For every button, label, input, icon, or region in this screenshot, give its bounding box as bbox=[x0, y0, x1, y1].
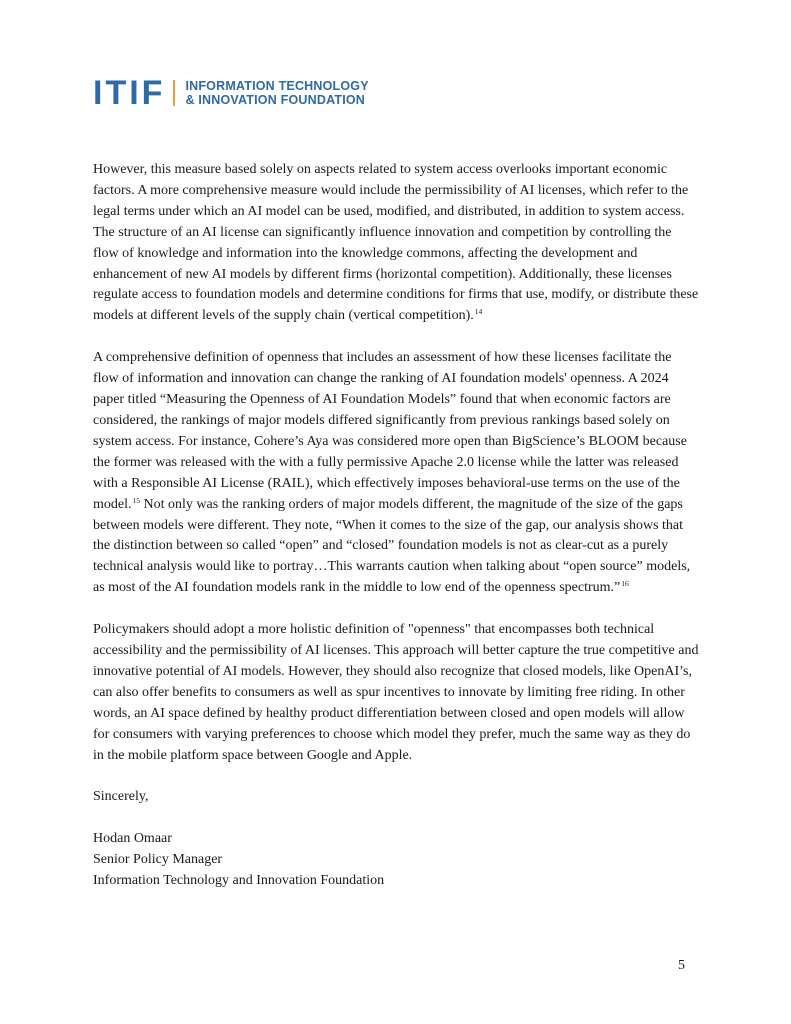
signer-title: Senior Policy Manager bbox=[93, 852, 223, 868]
paragraph-4: Policymakers should adopt a more holistic definition of "openness" that encompasses both technical accessibility and the permissibility of AI licenses. This approach will better capture the true competitive and innovative potential of AI models. However, they should also recognize that closed models, like OpenAI’s, can also offer benefits to consumers as well as spur incentives to innovate by limiting free riding. In other words, an AI space defined by healthy product differentiation between closed and open models will allow for consumers with varying preferences to choose which model they prefer, much the same way as they do in the mobile platform space between Google and Apple. bbox=[93, 622, 699, 763]
logo-divider bbox=[173, 80, 175, 106]
logo-wordmark bbox=[185, 79, 368, 107]
paragraph-1: However, this measure based solely on aspects related to system access overlooks important economic factors. A more comprehensive measure would include the permissibility of AI licenses, which refer to the legal terms under which an AI model can be used, modified, and distributed, in addition to system access. bbox=[93, 162, 689, 219]
logo-line-1: INFORMATION TECHNOLOGY bbox=[185, 79, 369, 93]
paragraph-2-text: The structure of an AI license can significantly influence innovation and competition by controlling the flow of knowledge and information into the knowledge commons, affecting the development and enhancement of new AI models by different firms (horizontal competition). Additionally, these licenses regulate access to foundation models and determine conditions for firms that use, modify, or distribute these models at different levels of the supply chain (vertical competition). bbox=[93, 224, 699, 324]
paragraph-3b-text: Not only was the ranking orders of major models different, the magnitude of the size of the gaps between models were different. They note, “When it comes to the size of the gap, our analysis shows that the distinction between so called “open” and “closed” foundation models is not as clear-cut as a purely technical analysis would like to portray…This warrants caution when talking about “open source” models, as most of the AI foundation models rank in the middle to low end of the openness spectrum.” bbox=[93, 496, 691, 596]
paragraph-3a-text: A comprehensive definition of openness that includes an assessment of how these licenses facilitate the flow of information and innovation can change the ranking of AI foundation models' openness. A 2024 paper titled “Measuring the Openness of AI Foundation Models” found that when economic factors are considered, the rankings of major models differed significantly from previous rankings based solely on system access. For instance, Cohere’s Aya was considered more open than BigScience’s BLOOM because the former was released with the with a fully permissive Apache 2.0 license while the latter was released with a Responsible AI License (RAIL), which effectively imposes behavioral-use terms on the use of the model. bbox=[93, 350, 687, 512]
itif-logo bbox=[93, 74, 369, 112]
letter-body bbox=[93, 160, 699, 892]
footnote-ref-15: 15 bbox=[132, 495, 140, 505]
paragraph-3 bbox=[93, 348, 699, 599]
signer-name: Hodan Omaar bbox=[93, 831, 172, 847]
closing: Sincerely, bbox=[93, 789, 149, 805]
page-number: 5 bbox=[678, 958, 685, 973]
signer-organization: Information Technology and Innovation Foundation bbox=[93, 873, 385, 889]
footnote-ref-14: 14 bbox=[474, 307, 483, 317]
logo-mark: ITIF bbox=[93, 74, 166, 112]
logo-line-2: & INNOVATION FOUNDATION bbox=[185, 93, 366, 107]
footnote-ref-16: 16 bbox=[621, 579, 629, 589]
paragraph-2 bbox=[93, 223, 699, 328]
